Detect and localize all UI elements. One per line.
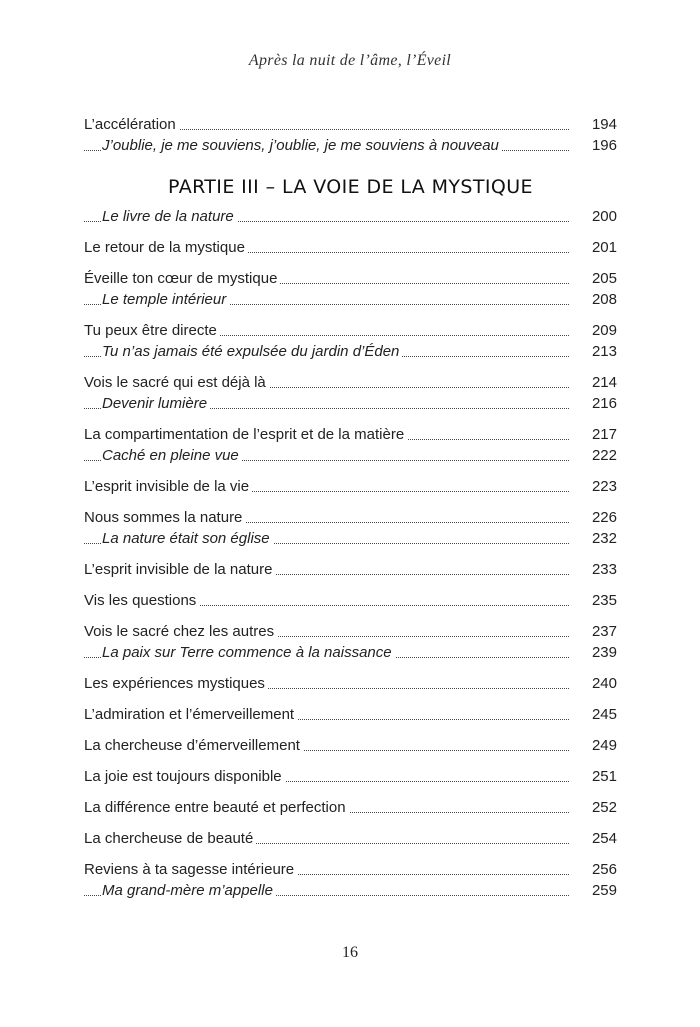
toc-entry-title: Vis les questions [84,592,199,609]
toc-entry-title: L’esprit invisible de la vie [84,478,252,495]
toc-entry-page: 240 [569,673,617,694]
toc-entry-page: 216 [569,393,617,414]
toc-entry-page: 233 [569,559,617,580]
toc-entry-page: 252 [569,797,617,818]
toc-entry-page: 196 [569,135,617,156]
toc-entry-page: 209 [569,320,617,341]
toc-entry-title: Éveille ton cœur de mystique [84,270,280,287]
toc-entry [84,590,617,611]
toc-entry-title: L’admiration et l’émerveillement [84,706,297,723]
toc-entry-title: La différence entre beauté et perfection [84,799,349,816]
toc-entry-page: 254 [569,828,617,849]
toc-entry-page: 235 [569,590,617,611]
toc-entry [84,673,617,694]
toc-entry-page: 200 [569,206,617,227]
toc-entry-title: La joie est toujours disponible [84,768,285,785]
toc-entry-title: Ma grand-mère m’appelle [102,882,276,899]
toc-entry-page: 256 [569,859,617,880]
toc-entry-page: 259 [569,880,617,901]
toc-entry-title: L’accélération [84,116,179,133]
toc-subentry [84,206,617,227]
toc-subentry [84,289,617,310]
toc-entry-page: 222 [569,445,617,466]
toc-entry [84,372,617,393]
toc-subentry [84,393,617,414]
toc-entry-title: La chercheuse d’émerveillement [84,737,303,754]
toc-entry-page: 223 [569,476,617,497]
toc-entry-title: Devenir lumière [102,395,210,412]
toc-subentry [84,528,617,549]
toc-entries-before [84,114,617,156]
toc-entry-page: 237 [569,621,617,642]
toc-entry [84,797,617,818]
toc-entry [84,507,617,528]
toc-entries [84,206,617,901]
table-of-contents [84,114,617,901]
toc-entry-page: 239 [569,642,617,663]
toc-subentry [84,642,617,663]
toc-entry-title: Reviens à ta sagesse intérieure [84,861,297,878]
toc-entry-title: La chercheuse de beauté [84,830,256,847]
toc-entry [84,766,617,787]
toc-entry-page: 226 [569,507,617,528]
toc-entry-page: 214 [569,372,617,393]
toc-entry-title: Les expériences mystiques [84,675,268,692]
toc-entry-title: La nature était son église [102,530,273,547]
toc-entry [84,828,617,849]
toc-entry-page: 249 [569,735,617,756]
toc-subentry [84,880,617,901]
toc-entry [84,320,617,341]
toc-subentry [84,445,617,466]
toc-entry-page: 251 [569,766,617,787]
toc-entry [84,704,617,725]
toc-entry-title: Vois le sacré qui est déjà là [84,374,269,391]
toc-entry [84,476,617,497]
toc-entry-title: La compartimentation de l’esprit et de la matière [84,426,407,443]
toc-entry [84,621,617,642]
toc-entry-page: 205 [569,268,617,289]
toc-entry-title: Le temple intérieur [102,291,229,308]
toc-entry [84,559,617,580]
toc-entry-title: La paix sur Terre commence à la naissance [102,644,395,661]
part-heading: PARTIE III – LA VOIE DE LA MYSTIQUE [168,176,533,198]
toc-entry-page: 245 [569,704,617,725]
toc-entry [84,114,617,135]
toc-subentry [84,135,617,156]
toc-entry [84,424,617,445]
toc-entry-page: 201 [569,237,617,258]
toc-entry-page: 208 [569,289,617,310]
toc-entry-title: Le retour de la mystique [84,239,248,256]
page-number: 16 [342,944,358,961]
toc-entry-title: Tu n’as jamais été expulsée du jardin d’Éden [102,343,402,360]
toc-entry [84,268,617,289]
toc-entry-title: L’esprit invisible de la nature [84,561,275,578]
toc-entry-page: 213 [569,341,617,362]
toc-entry-page: 194 [569,114,617,135]
toc-entry-title: Tu peux être directe [84,322,220,339]
toc-entry-title: Nous sommes la nature [84,509,245,526]
toc-entry [84,859,617,880]
toc-entry-title: Caché en pleine vue [102,447,242,464]
running-head: Après la nuit de l’âme, l’Éveil [248,52,452,69]
toc-entry-title: Le livre de la nature [102,208,237,225]
toc-entry [84,237,617,258]
toc-entry-title: Vois le sacré chez les autres [84,623,277,640]
toc-entry-page: 217 [569,424,617,445]
toc-entry [84,735,617,756]
toc-subentry [84,341,617,362]
toc-entry-title: J’oublie, je me souviens, j’oublie, je me souviens à nouveau [102,137,502,154]
toc-entry-page: 232 [569,528,617,549]
